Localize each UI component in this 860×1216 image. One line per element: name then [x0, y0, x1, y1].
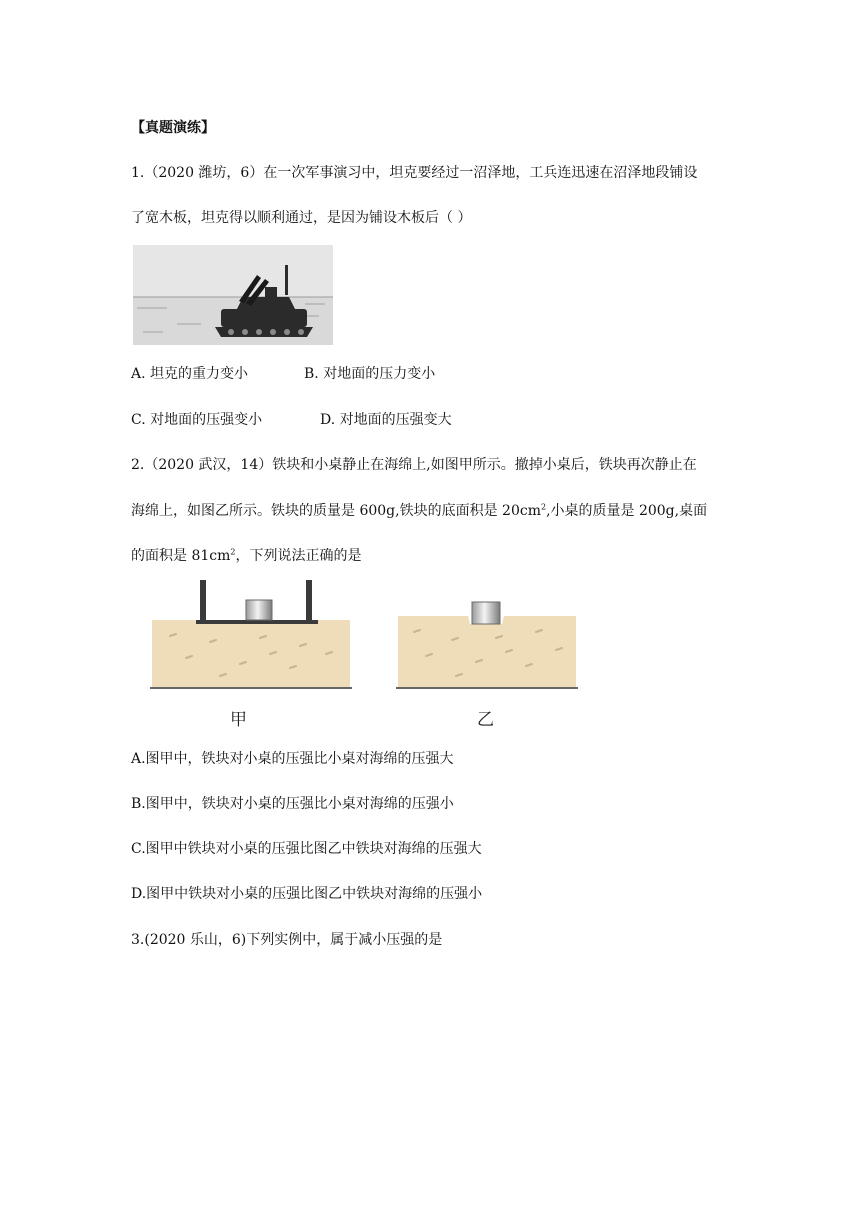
q2-line1: 2.（2020 武汉，14）铁块和小桌静止在海绵上,如图甲所示。撤掉小桌后，铁块再次静止在 — [131, 457, 697, 473]
q2-line3: 的面积是 $81cm^2$，下列说法正确的是 — [131, 547, 362, 564]
q1-option-a: A. 坦克的重力变小 — [131, 366, 249, 382]
figure-jia-diagram — [150, 580, 352, 692]
q2-line2: 海绵上，如图乙所示。铁块的质量是 600g,铁块的底面积是 $20cm^2$,小桌的质量是 200g,桌面 — [131, 502, 708, 519]
q2-option-b: B.图甲中，铁块对小桌的压强比小桌对海绵的压强小 — [131, 796, 454, 812]
q1-line2: 了宽木板，坦克得以顺利通过，是因为铺设木板后（ ） — [131, 210, 472, 226]
q3-line1: 3.(2020 乐山，6)下列实例中，属于减小压强的是 — [131, 932, 443, 948]
q1-line1: 1.（2020 潍坊，6）在一次军事演习中，坦克要经过一沼泽地，工兵连迅速在沼泽地段铺设 — [131, 165, 698, 181]
q1-option-b: B. 对地面的压力变小 — [304, 366, 436, 382]
caption-jia: 甲 — [230, 710, 247, 730]
figure-yi-diagram — [396, 580, 578, 692]
q1-option-c: C. 对地面的压强变小 — [131, 412, 263, 428]
q1-option-d: D. 对地面的压强变大 — [320, 412, 452, 428]
q2-option-a: A.图甲中，铁块对小桌的压强比小桌对海绵的压强大 — [131, 751, 454, 767]
q2-option-d: D.图甲中铁块对小桌的压强比图乙中铁块对海绵的压强小 — [131, 886, 483, 902]
tank-image — [133, 245, 333, 345]
section-title: 【真题演练】 — [131, 120, 215, 136]
q2-option-c: C.图甲中铁块对小桌的压强比图乙中铁块对海绵的压强大 — [131, 841, 482, 857]
caption-yi: 乙 — [477, 710, 494, 730]
